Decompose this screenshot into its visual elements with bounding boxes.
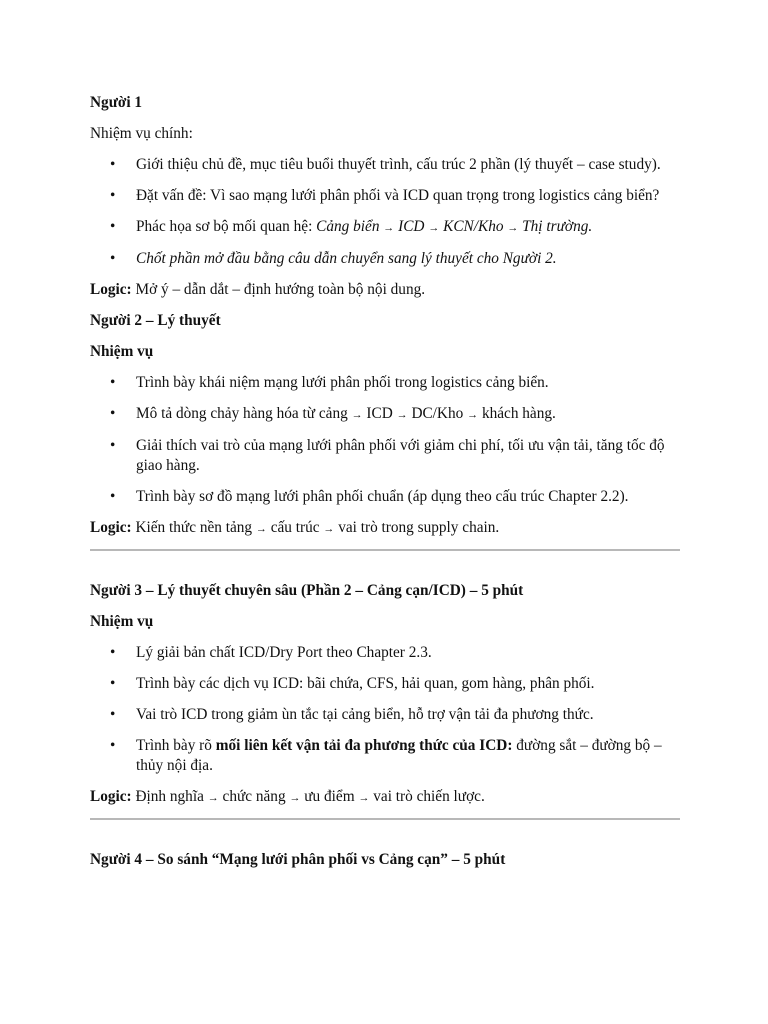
flow-step: Thị trường. bbox=[522, 218, 593, 235]
list-item: • Lý giải bản chất ICD/Dry Port theo Chapter 2.3. bbox=[110, 644, 432, 661]
document-body bbox=[90, 93, 680, 881]
bullet-icon: • bbox=[110, 405, 116, 422]
list-item: • Trình bày sơ đồ mạng lưới phân phối chuẩn (áp dụng theo cấu trúc Chapter 2.2). bbox=[110, 488, 629, 505]
person1-logic: Logic: Mở ý – dẫn dắt – định hướng toàn bộ nội dung. bbox=[90, 281, 426, 298]
list-item: • Vai trò ICD trong giảm ùn tắc tại cảng biển, hỗ trợ vận tải đa phương thức. bbox=[110, 706, 594, 723]
arrow-icon: → bbox=[351, 409, 363, 421]
list-item: • Trình bày các dịch vụ ICD: bãi chứa, CFS, hải quan, gom hàng, phân phối. bbox=[110, 675, 595, 692]
person3-task-list bbox=[90, 643, 680, 776]
bullet-icon: • bbox=[110, 737, 116, 754]
bullet-icon: • bbox=[110, 250, 116, 267]
list-item: • Giới thiệu chủ đề, mục tiêu buổi thuyết trình, cấu trúc 2 phần (lý thuyết – case study). bbox=[110, 156, 661, 173]
arrow-icon: → bbox=[255, 523, 267, 535]
bullet-icon: • bbox=[110, 675, 116, 692]
list-item: • Phác họa sơ bộ mối quan hệ: Cảng biển → ICD → KCN/Kho → Thị trường. bbox=[110, 218, 593, 235]
arrow-icon: → bbox=[323, 523, 335, 535]
arrow-icon: → bbox=[358, 792, 370, 804]
flow-step: KCN/Kho bbox=[443, 218, 504, 235]
arrow-icon: → bbox=[289, 792, 301, 804]
bullet-icon: • bbox=[110, 156, 116, 173]
bullet-icon: • bbox=[110, 706, 116, 723]
bullet-icon: • bbox=[110, 437, 116, 454]
bullet-icon: • bbox=[110, 187, 116, 204]
arrow-icon: → bbox=[467, 409, 479, 421]
person2-task-label: Nhiệm vụ bbox=[90, 343, 154, 360]
bullet-icon: • bbox=[110, 218, 116, 235]
flow-step: ICD bbox=[398, 218, 425, 235]
arrow-icon: → bbox=[428, 222, 440, 234]
list-item: • Giải thích vai trò của mạng lưới phân phối với giảm chi phí, tối ưu vận tải, tăng tốc độ giao hàng. bbox=[110, 437, 665, 474]
person4-heading: Người 4 – So sánh “Mạng lưới phân phối vs Cảng cạn” – 5 phút bbox=[90, 851, 506, 868]
list-item: • Trình bày khái niệm mạng lưới phân phối trong logistics cảng biển. bbox=[110, 374, 549, 391]
person1-task-list bbox=[90, 155, 680, 269]
list-item: • Mô tả dòng chảy hàng hóa từ cảng → ICD → DC/Kho → khách hàng. bbox=[110, 405, 556, 422]
list-item: • Chốt phần mở đầu bằng câu dẫn chuyển sang lý thuyết cho Người 2. bbox=[110, 250, 557, 267]
flow-step: Cảng biển bbox=[316, 218, 380, 235]
person1-heading: Người 1 bbox=[90, 94, 143, 111]
bullet-icon: • bbox=[110, 644, 116, 661]
list-item: • Đặt vấn đề: Vì sao mạng lưới phân phối và ICD quan trọng trong logistics cảng biển? bbox=[110, 187, 660, 204]
section-divider bbox=[90, 549, 680, 551]
person2-logic: Logic: Kiến thức nền tảng → cấu trúc → vai trò trong supply chain. bbox=[90, 519, 500, 536]
section-divider bbox=[90, 818, 680, 820]
person1-task-label: Nhiệm vụ chính: bbox=[90, 125, 193, 142]
arrow-icon: → bbox=[507, 222, 519, 234]
arrow-icon: → bbox=[207, 792, 219, 804]
person3-heading: Người 3 – Lý thuyết chuyên sâu (Phần 2 – Cảng cạn/ICD) – 5 phút bbox=[90, 582, 524, 599]
bullet-icon: • bbox=[110, 488, 116, 505]
list-item: • Trình bày rõ mối liên kết vận tải đa phương thức của ICD: đường sắt – đường bộ – thủy nội địa. bbox=[110, 737, 662, 774]
bullet-icon: • bbox=[110, 374, 116, 391]
person2-heading: Người 2 – Lý thuyết bbox=[90, 312, 221, 329]
arrow-icon: → bbox=[396, 409, 408, 421]
person3-task-label: Nhiệm vụ bbox=[90, 613, 154, 630]
arrow-icon: → bbox=[383, 222, 395, 234]
person2-task-list bbox=[90, 373, 680, 507]
person3-logic: Logic: Định nghĩa → chức năng → ưu điểm → vai trò chiến lược. bbox=[90, 788, 485, 805]
